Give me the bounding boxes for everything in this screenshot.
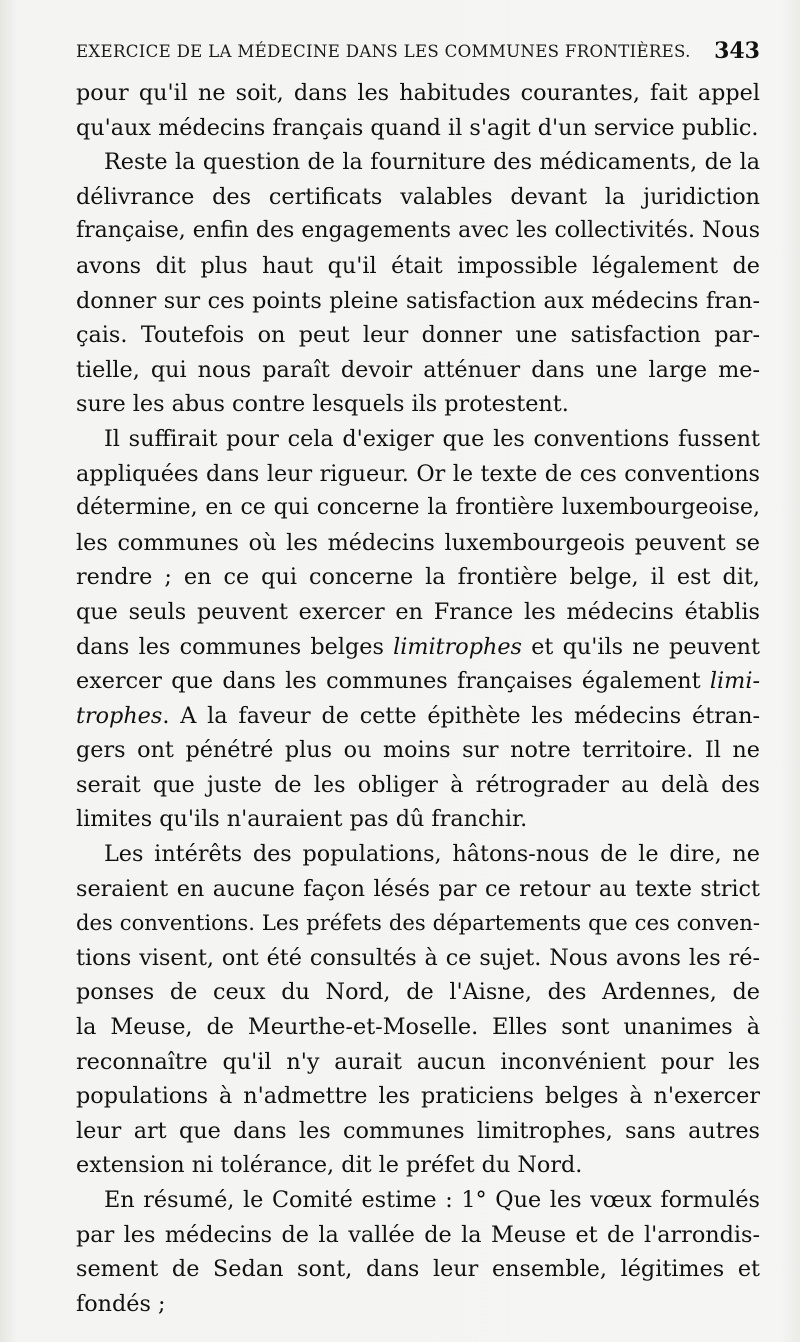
text-line: les communes où les médecins luxembourgeois peuvent se [76, 529, 760, 556]
italic-text: limitrophes [393, 633, 522, 660]
text-line: tielle, qui nous paraît devoir atténuer dans une large me- [76, 356, 760, 383]
text-line: que seuls peuvent exercer en France les médecins établis [76, 598, 760, 625]
text-line: En résumé, le Comité estime : 1° Que les vœux formulés [104, 1187, 760, 1213]
text-line: la Meuse, de Meurthe-et-Moselle. Elles sont unanimes à [76, 1014, 760, 1041]
text-line: française, enfin des engagements avec les collectivités. Nous [76, 218, 760, 244]
text-span: et qu'ils ne peuvent [521, 633, 760, 660]
text-line: Reste la question de la fourniture des médicaments, de la [104, 149, 760, 176]
text-line: populations à n'admettre les praticiens belges à n'exercer [76, 1083, 760, 1110]
text-line: détermine, en ce qui concerne la frontière luxembourgeoise, [76, 495, 760, 521]
text-line: pour qu'il ne soit, dans les habitudes courantes, fait appel [76, 80, 760, 106]
text-span: exercer que dans les communes françaises également [76, 668, 710, 695]
page-header [76, 38, 760, 68]
text-line: des conventions. Les préfets des départements que ces conven- [76, 910, 760, 936]
text-line: par les médecins de la vallée de la Meuse et de l'arrondis- [76, 1221, 760, 1248]
text-line: qu'aux médecins français quand il s'agit d'un service public. [76, 114, 759, 141]
text-span: . A la faveur de cette épithète les médecins étran- [162, 702, 760, 729]
text-line: donner sur ces points pleine satisfaction aux médecins fran- [76, 287, 760, 314]
text-line: reconnaître qu'il n'y aurait aucun inconvénient pour les [76, 1048, 760, 1075]
running-title: EXERCICE DE LA MÉDECINE DANS LES COMMUNES FRONTIÈRES. [76, 42, 691, 61]
text-line: seraient en aucune façon lésés par ce retour au texte strict [76, 875, 760, 902]
text-line: ponses de ceux du Nord, de l'Aisne, des Ardennes, de [76, 979, 760, 1006]
text-line: tions visent, ont été consultés à ce sujet. Nous avons les ré- [76, 944, 760, 971]
text-line: Il suffirait pour cela d'exiger que les conventions fussent [104, 425, 760, 452]
text-line: çais. Toutefois on peut leur donner une satisfaction par- [76, 322, 760, 349]
text-line: fondés ; [76, 1290, 166, 1317]
text-line: limites qu'ils n'auraient pas dû franchir. [76, 806, 528, 833]
body-text [76, 76, 760, 1321]
text-line: sure les abus contre lesquels ils protestent. [76, 391, 569, 418]
text-line: leur art que dans les communes limitrophes, sans autres [76, 1117, 760, 1144]
text-span: dans les communes belges [76, 633, 394, 660]
italic-text: trophes [76, 702, 163, 729]
text-line [76, 630, 760, 665]
text-line: sement de Sedan sont, dans leur ensemble, légitimes et [76, 1256, 760, 1283]
text-line: Les intérêts des populations, hâtons-nous de le dire, ne [104, 841, 760, 868]
text-line [76, 664, 760, 699]
page-number: 343 [714, 38, 760, 64]
text-line: extension ni tolérance, dit le préfet du Nord. [76, 1152, 583, 1179]
text-line: gers ont pénétré plus ou moins sur notre territoire. Il ne [76, 737, 760, 764]
text-line: avons dit plus haut qu'il était impossible légalement de [76, 252, 760, 279]
text-line: rendre ; en ce qui concerne la frontière belge, il est dit, [76, 564, 760, 591]
text-line [76, 699, 760, 734]
italic-text: limi- [709, 668, 760, 695]
text-line: appliquées dans leur rigueur. Or le texte de ces conventions [76, 460, 760, 487]
text-line: délivrance des certificats valables devant la juridiction [76, 183, 760, 210]
text-line: serait que juste de les obliger à rétrograder au delà des [76, 771, 760, 798]
